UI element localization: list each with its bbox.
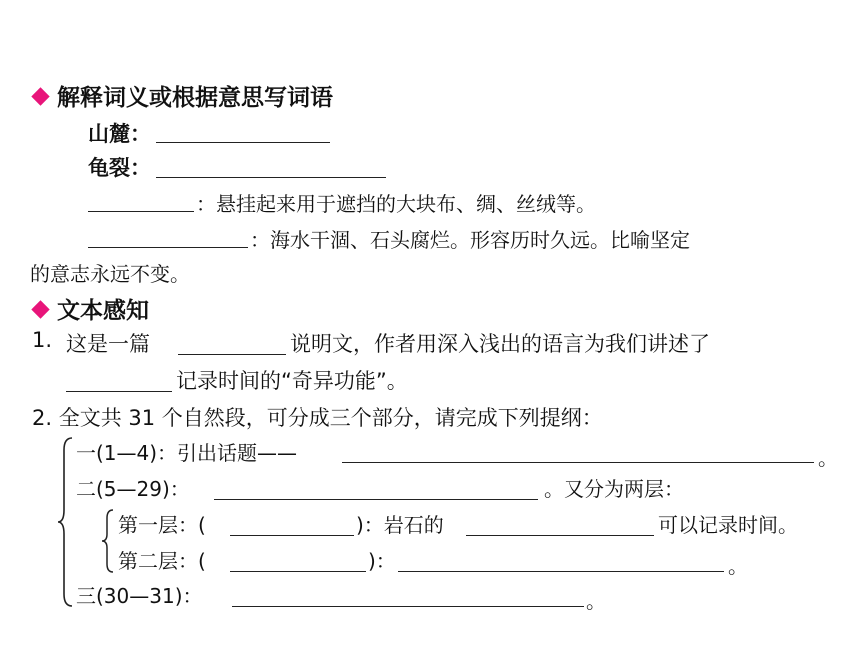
text-section-heading: 文本感知 xyxy=(34,292,149,325)
vocab-item-haikushilan-definition: ：海水干涸、石头腐烂。形容历时久远。比喻坚定 xyxy=(250,228,690,252)
outline-part2-end: 。又分为两层： xyxy=(544,477,684,501)
q1-text-part2: 说明文，作者用深入浅出的语言为我们讲述了 xyxy=(290,332,710,356)
answer-blank-part1-topic[interactable] xyxy=(342,462,814,463)
outline-part3-label: 三(30—31)： xyxy=(76,584,203,608)
outline-part1-end: 。 xyxy=(818,446,838,470)
diamond-bullet-icon xyxy=(31,300,49,318)
answer-blank-shanlu[interactable] xyxy=(156,142,330,143)
answer-blank-layer2-paragraphs[interactable] xyxy=(230,571,366,572)
answer-blank-layer1-rock[interactable] xyxy=(466,535,654,536)
answer-blank-q1-genre[interactable] xyxy=(178,354,286,355)
outline-layer1-end: 可以记录时间。 xyxy=(658,513,798,537)
vocab-item-guilie-label: 龟裂： xyxy=(88,156,151,180)
diamond-bullet-icon xyxy=(31,87,49,105)
vocab-section-heading: 解释词义或根据意思写词语 xyxy=(34,79,333,112)
outline-layer2-end: 。 xyxy=(728,554,748,578)
outline-brace-inner xyxy=(100,508,116,574)
outline-layer2-mid: )： xyxy=(368,549,396,573)
q1-text-part3: 记录时间的“奇异功能”。 xyxy=(176,369,408,393)
answer-blank-q1-subject[interactable] xyxy=(66,391,172,392)
answer-blank-layer2-content[interactable] xyxy=(398,571,724,572)
outline-part2-label: 二(5—29)： xyxy=(76,477,190,501)
answer-blank-part2-summary[interactable] xyxy=(214,499,538,500)
q2-prompt: 2. 全文共 31 个自然段，可分成三个部分，请完成下列提纲： xyxy=(32,406,603,430)
outline-layer2-label: 第二层：( xyxy=(118,549,206,573)
answer-blank-part3-summary[interactable] xyxy=(232,606,584,607)
answer-blank-layer1-paragraphs[interactable] xyxy=(230,535,354,536)
q1-text-part1: 这是一篇 xyxy=(66,332,150,356)
vocab-item-shanlu-label: 山麓： xyxy=(88,122,151,146)
vocab-item-haikushilan-continued: 的意志永远不变。 xyxy=(30,262,190,286)
q1-number: 1. xyxy=(32,328,53,352)
outline-part1-label: 一(1—4)：引出话题—— xyxy=(76,441,298,465)
answer-blank-guilie[interactable] xyxy=(156,177,386,178)
outline-brace-outer xyxy=(56,436,76,608)
answer-blank-haikushilan-word[interactable] xyxy=(88,247,248,248)
answer-blank-curtain-word[interactable] xyxy=(88,211,194,212)
outline-layer1-label: 第一层：( xyxy=(118,513,206,537)
outline-part3-end: 。 xyxy=(586,589,606,613)
vocab-item-curtain-definition: ：悬挂起来用于遮挡的大块布、绸、丝绒等。 xyxy=(196,192,596,216)
outline-layer1-mid: )：岩石的 xyxy=(356,513,444,537)
